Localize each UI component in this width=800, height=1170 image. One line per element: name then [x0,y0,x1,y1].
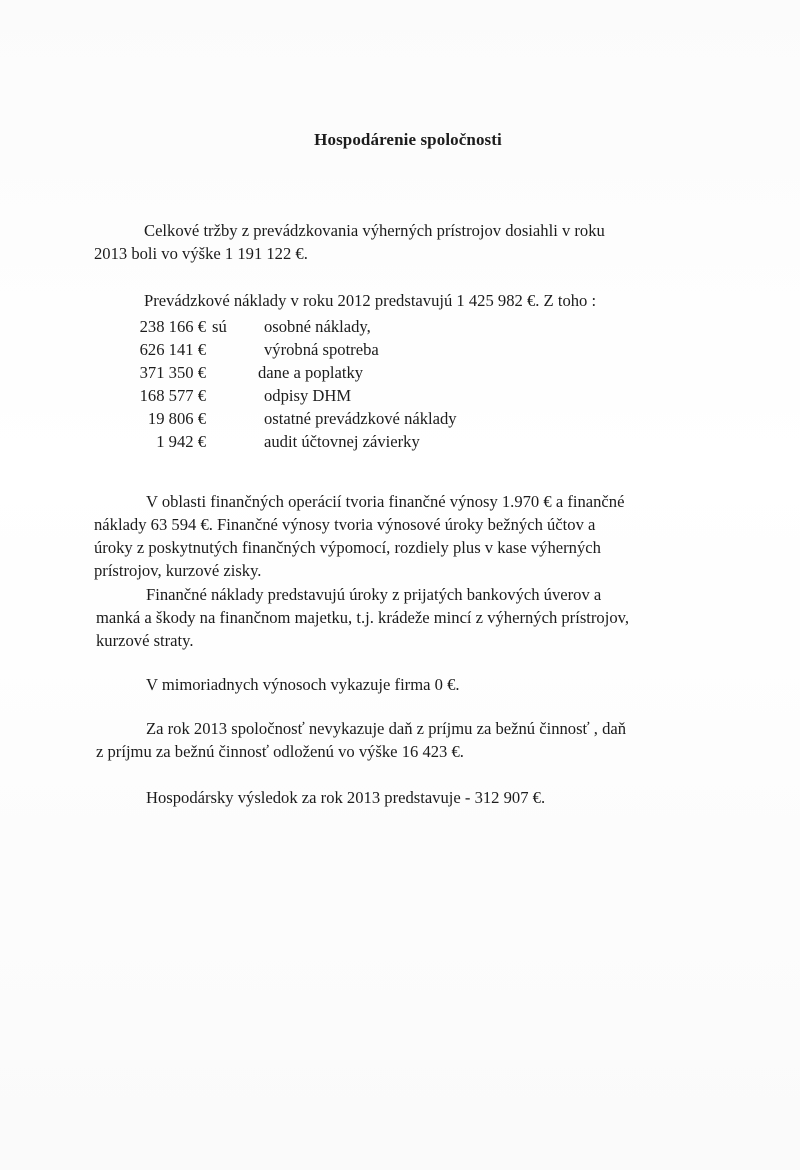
cost-extra: sú [212,317,227,336]
financial-costs-line-1: Finančné náklady predstavujú úroky z prijatých bankových úverov a [146,585,602,604]
revenue-line-2: 2013 boli vo výške 1 191 122 €. [94,244,308,263]
operating-costs-paragraph [94,289,596,312]
financial-costs-line-2: manká a škody na finančnom majetku, t.j. krádeže mincí z výherných prístrojov, [96,608,629,627]
cost-amount: 19 806 € [147,409,206,428]
economic-result-paragraph [96,786,545,809]
income-tax-line-1: Za rok 2013 spoločnosť nevykazuje daň z príjmu za bežnú činnosť , daň [146,719,627,738]
revenue-paragraph [94,219,605,265]
cost-label: výrobná spotreba [264,340,379,359]
cost-label: ostatné prevádzkové náklady [264,409,457,428]
cost-amount: 371 350 € [139,363,206,382]
extraordinary-income-line: V mimoriadnych výnosoch vykazuje firma 0 €. [146,675,460,694]
operating-costs-line-1: Prevádzkové náklady v roku 2012 predstavujú 1 425 982 €. Z toho : [144,291,597,310]
cost-label: dane a poplatky [258,363,364,382]
cost-amount: 238 166 € [139,317,206,336]
economic-result-line: Hospodársky výsledok za rok 2013 predstavuje - 312 907 €. [146,788,546,807]
financial-operations-paragraph [94,490,624,582]
revenue-line-1: Celkové tržby z prevádzkovania výherných prístrojov dosiahli v roku [144,221,605,240]
financial-line-4: prístrojov, kurzové zisky. [94,561,262,580]
extraordinary-income-paragraph [94,673,460,696]
cost-label: osobné náklady, [264,317,371,336]
financial-line-2: náklady 63 594 €. Finančné výnosy tvoria výnosové úroky bežných účtov a [94,515,596,534]
financial-costs-paragraph [96,583,629,652]
financial-line-1: V oblasti finančných operácií tvoria finančné výnosy 1.970 € a finančné [146,492,625,511]
income-tax-line-2: z príjmu za bežnú činnosť odloženú vo výške 16 423 €. [96,742,464,761]
document-title: Hospodárenie spoločnosti [314,130,502,149]
cost-label: odpisy DHM [264,386,352,405]
income-tax-paragraph [96,717,626,763]
cost-amount: 626 141 € [139,340,206,359]
financial-costs-line-3: kurzové straty. [96,631,194,650]
cost-amount: 1 942 € [156,432,206,451]
cost-label: audit účtovnej závierky [264,432,420,451]
cost-amount: 168 577 € [139,386,206,405]
financial-line-3: úroky z poskytnutých finančných výpomocí, rozdiely plus v kase výherných [94,538,601,557]
